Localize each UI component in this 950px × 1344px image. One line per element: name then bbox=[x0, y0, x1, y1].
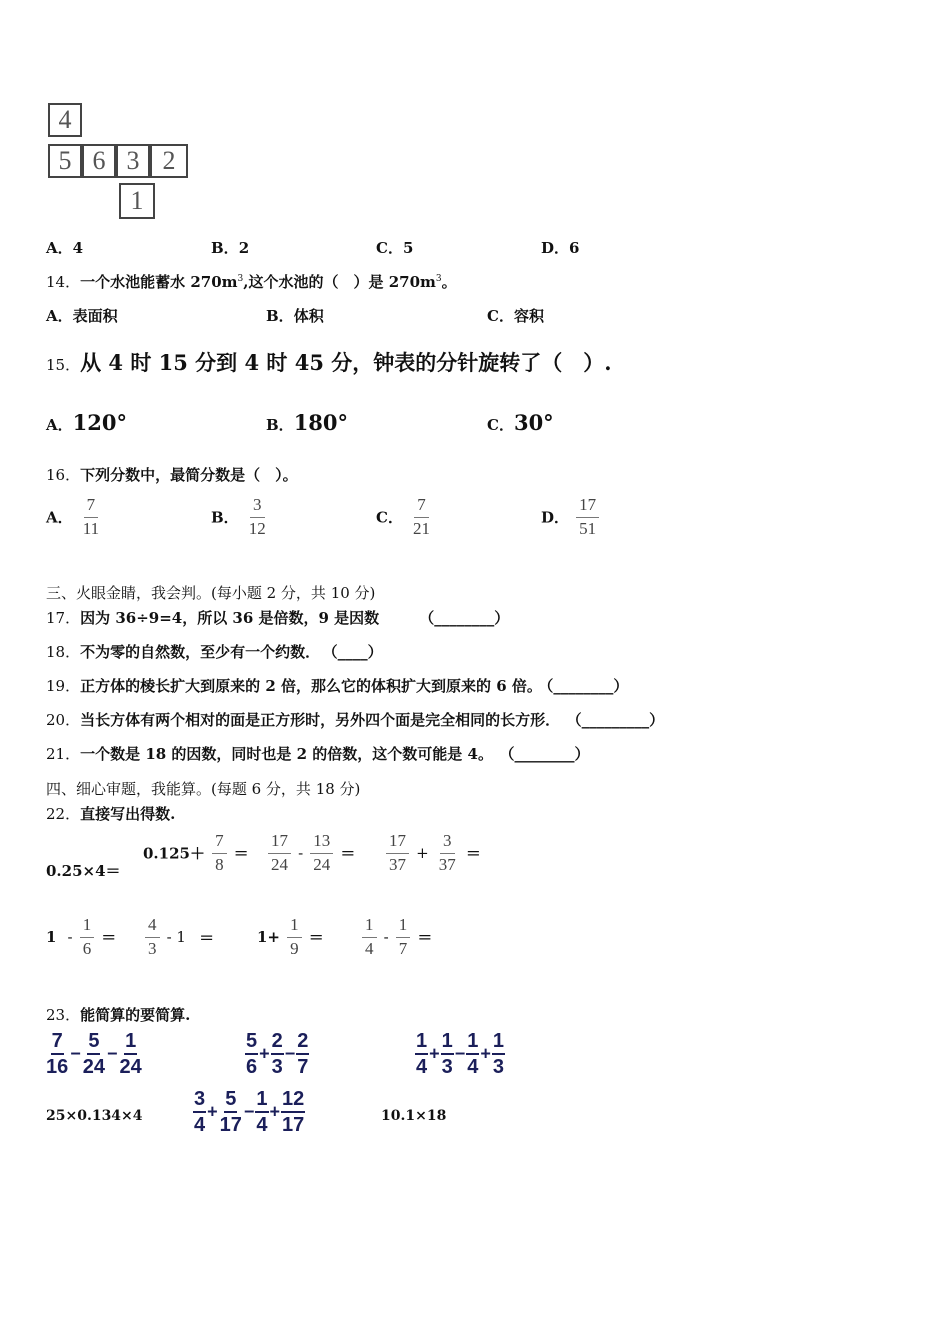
fraction: $\frac{12}{17}$ bbox=[282, 1088, 305, 1136]
fraction: $\frac{3}{4}$ bbox=[194, 1088, 206, 1136]
fraction: $\frac{1}{9}$ bbox=[287, 916, 302, 958]
q23-question: 23．能简算的要简算. bbox=[46, 1006, 191, 1024]
fraction: $\frac{1}{7}$ bbox=[396, 916, 411, 958]
fraction: $\frac{1}{3}$ bbox=[441, 1030, 453, 1078]
fraction: $\frac{7}{8}$ bbox=[212, 832, 227, 874]
q14-option-c[interactable]: C．容积 bbox=[487, 307, 544, 325]
q19-question: 19．正方体的棱长扩大到原来的 2 倍，那么它的体积扩大到原来的 6 倍。 （________） bbox=[46, 677, 629, 695]
q22-expr-4: $\frac{17}{37}$ + $\frac{3}{37}$ ＝ bbox=[384, 832, 481, 874]
cube-net-face: 2 bbox=[150, 144, 188, 178]
fraction: $\frac{1}{4}$ bbox=[362, 916, 377, 958]
q15-question: 15．从 4 时 15 分到 4 时 45 分，钟表的分针旋转了（ ）. bbox=[46, 350, 612, 375]
q17-question: 17．因为 36÷9=4，所以 36 是倍数，9 是因数 （________） bbox=[46, 609, 510, 627]
q14-option-b[interactable]: B．体积 bbox=[266, 307, 324, 325]
q13-option-d[interactable]: D．6 bbox=[541, 239, 580, 257]
fraction: $\frac{1}{4}$ bbox=[416, 1030, 428, 1078]
q20-question: 20．当长方体有两个相对的面是正方形时，另外四个面是完全相同的长方形． （_________） bbox=[46, 711, 665, 729]
fraction: $\frac{1}{6}$ bbox=[80, 916, 95, 958]
q23-expr-1: $\frac{7}{16}$ − $\frac{5}{24}$ − $\frac{1}{24}$ bbox=[46, 1030, 142, 1078]
q13-option-b[interactable]: B．2 bbox=[211, 239, 250, 257]
fraction: $\frac{4}{3}$ bbox=[145, 916, 160, 958]
q15-option-b[interactable]: B．180° bbox=[266, 410, 349, 435]
q13-option-c[interactable]: C．5 bbox=[376, 239, 414, 257]
q15-option-c[interactable]: C．30° bbox=[487, 410, 554, 435]
fraction: $\frac{17}{24}$ bbox=[268, 832, 291, 874]
q14-option-a[interactable]: A．表面积 bbox=[46, 307, 118, 325]
section-4-title: 四、细心审题，我能算。(每题 6 分，共 18 分) bbox=[46, 780, 361, 798]
cube-net-face-top: 4 bbox=[48, 103, 82, 137]
answer-blank[interactable]: （_________） bbox=[574, 711, 665, 729]
q22-expr-7: 1+ $\frac{1}{9}$ ＝ bbox=[257, 915, 324, 958]
cube-net-face: 6 bbox=[82, 144, 116, 178]
q23-expr-5: $\frac{3}{4}$ + $\frac{5}{17}$ − $\frac{1}{4}$ + $\frac{12}{17}$ bbox=[194, 1088, 305, 1136]
fraction: $\frac{3}{37}$ bbox=[438, 831, 456, 874]
q16-option-c[interactable]: C． $\frac{7}{21}$ bbox=[376, 496, 435, 538]
cube-net-figure bbox=[46, 103, 196, 223]
q13-option-a[interactable]: A．4 bbox=[46, 239, 84, 257]
q22-expr-2: 0.125＋ $\frac{7}{8}$ ＝ bbox=[143, 831, 249, 874]
q16-option-a[interactable]: A． $\frac{7}{11}$ bbox=[46, 496, 104, 538]
cube-net-face: 5 bbox=[48, 144, 82, 178]
fraction: $\frac{7}{16}$ bbox=[46, 1030, 69, 1078]
fraction: $\frac{1}{4}$ bbox=[256, 1088, 268, 1136]
q22-expr-1: 0.25×4＝ bbox=[46, 862, 121, 880]
answer-blank[interactable]: （________） bbox=[545, 677, 629, 695]
fraction: $\frac{2}{3}$ bbox=[271, 1030, 283, 1078]
cube-net-face: 3 bbox=[116, 144, 150, 178]
fraction: $\frac{3}{12}$ bbox=[248, 495, 266, 538]
fraction: $\frac{5}{6}$ bbox=[246, 1030, 258, 1078]
q23-expr-2: $\frac{5}{6}$ + $\frac{2}{3}$ − $\frac{2}{7}$ bbox=[246, 1030, 309, 1078]
fraction: $\frac{1}{24}$ bbox=[119, 1030, 142, 1078]
q16-question: 16．下列分数中，最简分数是（ ）。 bbox=[46, 466, 298, 484]
q23-expr-3: $\frac{1}{4}$ + $\frac{1}{3}$ − $\frac{1}{4}$ + $\frac{1}{3}$ bbox=[416, 1030, 505, 1078]
cube-net-face-bottom: 1 bbox=[119, 183, 155, 219]
fraction: $\frac{17}{37}$ bbox=[386, 832, 409, 874]
fraction: $\frac{5}{24}$ bbox=[82, 1030, 106, 1078]
fraction: $\frac{7}{21}$ bbox=[413, 495, 431, 538]
q16-option-d[interactable]: D． $\frac{17}{51}$ bbox=[541, 496, 601, 538]
fraction: $\frac{1}{3}$ bbox=[492, 1030, 505, 1078]
answer-blank[interactable]: （________） bbox=[506, 745, 590, 763]
q18-question: 18．不为零的自然数，至少有一个约数． （____） bbox=[46, 643, 383, 661]
q22-expr-8: $\frac{1}{4}$ - $\frac{1}{7}$ ＝ bbox=[360, 916, 432, 958]
q22-expr-3: $\frac{17}{24}$ - $\frac{13}{24}$ ＝ bbox=[266, 832, 355, 874]
q14-question: 14．一个水池能蓄水 $270m^3$,这个水池的（ ）是 $270m^3$。 bbox=[46, 273, 457, 291]
fraction: $\frac{2}{7}$ bbox=[297, 1030, 309, 1078]
answer-blank[interactable]: （____） bbox=[330, 643, 383, 661]
q23-expr-4: 25×0.134×4 bbox=[46, 1108, 143, 1124]
q16-option-b[interactable]: B． $\frac{3}{12}$ bbox=[211, 496, 271, 538]
q15-option-a[interactable]: A．120° bbox=[46, 410, 127, 435]
q22-expr-6: $\frac{4}{3}$ - 1 ＝ bbox=[143, 916, 214, 958]
q21-question: 21．一个数是 18 的因数，同时也是 2 的倍数，这个数可能是 4。 （________） bbox=[46, 745, 590, 763]
q23-expr-6: 10.1×18 bbox=[381, 1108, 447, 1124]
section-3-title: 三、火眼金睛，我会判。(每小题 2 分，共 10 分) bbox=[46, 584, 376, 602]
fraction: $\frac{5}{17}$ bbox=[219, 1088, 242, 1136]
fraction: $\frac{7}{11}$ bbox=[82, 495, 100, 538]
fraction: $\frac{13}{24}$ bbox=[310, 832, 333, 874]
answer-blank[interactable]: （________） bbox=[419, 609, 510, 627]
q22-expr-5: 1 - $\frac{1}{6}$ ＝ bbox=[46, 915, 117, 958]
fraction: $\frac{1}{4}$ bbox=[467, 1030, 479, 1078]
fraction: $\frac{17}{51}$ bbox=[576, 496, 599, 538]
q22-question: 22．直接写出得数. bbox=[46, 805, 176, 823]
